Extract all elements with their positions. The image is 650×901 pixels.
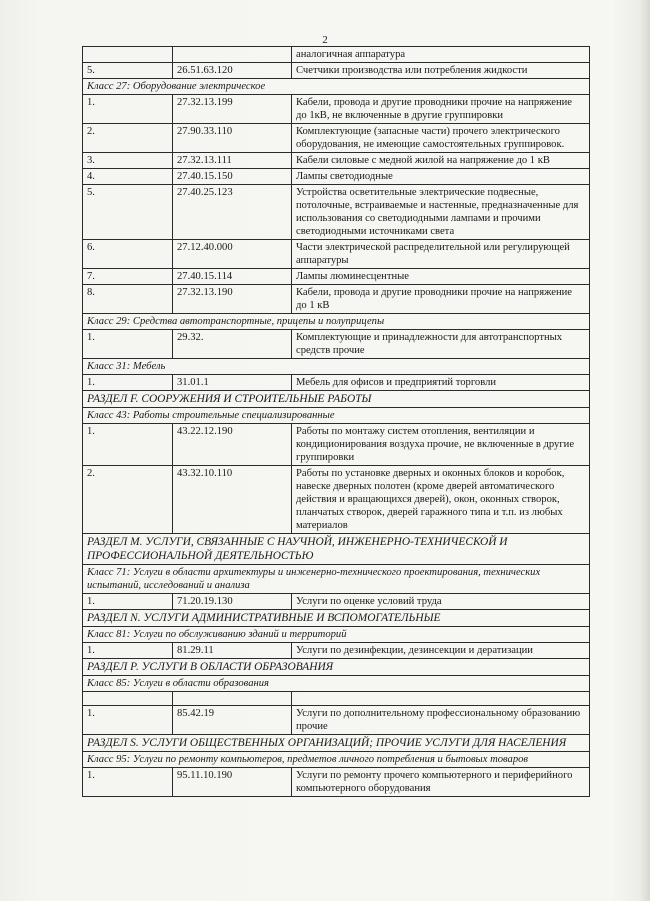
okpd-code: 27.12.40.000 (173, 240, 292, 269)
item-description: Услуги по дополнительному профессиональному образованию прочие (292, 706, 590, 735)
okpd-code: 27.40.25.123 (173, 185, 292, 240)
row-number: 3. (83, 153, 173, 169)
row-number: 1. (83, 330, 173, 359)
okpd-code: 27.40.15.114 (173, 269, 292, 285)
row-number: 1. (83, 643, 173, 659)
item-description: Комплектующие (запасные части) прочего электрического оборудования, не имеющие самостоятельных группировок. (292, 124, 590, 153)
table-row (83, 643, 590, 659)
row-number: 1. (83, 768, 173, 797)
okpd-code: 81.29.11 (173, 643, 292, 659)
class-row (83, 314, 590, 330)
section-row (83, 534, 590, 565)
item-description: Устройства осветительные электрические подвесные, потолочные, встраиваемые и настенные, предназначенные для использования со светодиодными лампами и прочими светодиодными источниками света (292, 185, 590, 240)
row-number: 4. (83, 169, 173, 185)
section-heading: РАЗДЕЛ F. СООРУЖЕНИЯ И СТРОИТЕЛЬНЫЕ РАБОТЫ (83, 391, 590, 408)
section-row (83, 735, 590, 752)
okpd-code: 29.32. (173, 330, 292, 359)
class-heading: Класс 95: Услуги по ремонту компьютеров, предметов личного потребления и бытовых товаров (83, 752, 590, 768)
item-description: Услуги по дезинфекции, дезинсекции и дератизации (292, 643, 590, 659)
row-number: 5. (83, 63, 173, 79)
item-description: Кабели, провода и другие проводники прочие на напряжение до 1 кВ (292, 285, 590, 314)
table-row (83, 95, 590, 124)
okpd-code: 71.20.19.130 (173, 594, 292, 610)
row-number: 1. (83, 424, 173, 466)
section-heading: РАЗДЕЛ Р. УСЛУГИ В ОБЛАСТИ ОБРАЗОВАНИЯ (83, 659, 590, 676)
row-number: 5. (83, 185, 173, 240)
section-row (83, 391, 590, 408)
empty-cell (83, 692, 173, 706)
item-description: Кабели силовые с медной жилой на напряжение до 1 кВ (292, 153, 590, 169)
class-heading: Класс 27: Оборудование электрическое (83, 79, 590, 95)
okpd-code: 27.32.13.190 (173, 285, 292, 314)
item-description: Лампы светодиодные (292, 169, 590, 185)
row-number: 6. (83, 240, 173, 269)
okpd-code: 43.22.12.190 (173, 424, 292, 466)
class-heading: Класс 81: Услуги по обслуживанию зданий и территорий (83, 627, 590, 643)
empty-cell (292, 692, 590, 706)
row-number: 2. (83, 466, 173, 534)
table-row (83, 185, 590, 240)
table-row (83, 466, 590, 534)
section-row (83, 610, 590, 627)
row-number: 2. (83, 124, 173, 153)
table-row (83, 124, 590, 153)
page-edge-shadow (640, 0, 650, 901)
okpd-code: 27.90.33.110 (173, 124, 292, 153)
item-description: Услуги по оценке условий труда (292, 594, 590, 610)
page-number: 2 (322, 34, 328, 46)
table-body (83, 47, 590, 797)
section-heading: РАЗДЕЛ М. УСЛУГИ, СВЯЗАННЫЕ С НАУЧНОЙ, ИНЖЕНЕРНО-ТЕХНИЧЕСКОЙ И ПРОФЕССИОНАЛЬНОЙ ДЕЯТЕЛЬНОСТЬЮ (83, 534, 590, 565)
item-description: Мебель для офисов и предприятий торговли (292, 375, 590, 391)
row-number: 1. (83, 375, 173, 391)
class-heading: Класс 43: Работы строительные специализированные (83, 408, 590, 424)
table-row (83, 285, 590, 314)
classification-table (82, 46, 590, 797)
item-description: Кабели, провода и другие проводники прочие на напряжение до 1кВ, не включенные в другие группировки (292, 95, 590, 124)
section-heading: РАЗДЕЛ N. УСЛУГИ АДМИНИСТРАТИВНЫЕ И ВСПОМОГАТЕЛЬНЫЕ (83, 610, 590, 627)
okpd-code: 26.51.63.120 (173, 63, 292, 79)
class-row (83, 565, 590, 594)
okpd-code: 27.40.15.150 (173, 169, 292, 185)
table-row (83, 375, 590, 391)
row-number: 1. (83, 706, 173, 735)
table-row (83, 424, 590, 466)
okpd-code: 27.32.13.111 (173, 153, 292, 169)
class-heading: Класс 31: Мебель (83, 359, 590, 375)
table-row (83, 768, 590, 797)
class-row (83, 676, 590, 692)
class-heading: Класс 29: Средства автотранспортные, прицепы и полуприцепы (83, 314, 590, 330)
section-row (83, 659, 590, 676)
table-row (83, 240, 590, 269)
okpd-code: 43.32.10.110 (173, 466, 292, 534)
okpd-code: 27.32.13.199 (173, 95, 292, 124)
item-description: Части электрической распределительной или регулирующей аппаратуры (292, 240, 590, 269)
item-description: Комплектующие и принадлежности для автотранспортных средств прочие (292, 330, 590, 359)
row-number: 8. (83, 285, 173, 314)
okpd-code: 85.42.19 (173, 706, 292, 735)
class-row (83, 408, 590, 424)
table-row (83, 330, 590, 359)
table-row (83, 706, 590, 735)
class-heading: Класс 71: Услуги в области архитектуры и инженерно-технического проектирования, технических испытаний, исследований и анализа (83, 565, 590, 594)
row-number: 1. (83, 594, 173, 610)
item-description: Счетчики производства или потребления жидкости (292, 63, 590, 79)
table-row (83, 47, 590, 63)
item-description: аналогичная аппаратура (292, 47, 590, 63)
okpd-code: 95.11.10.190 (173, 768, 292, 797)
item-description: Работы по монтажу систем отопления, вентиляции и кондиционирования воздуха прочие, не включенные в другие группировки (292, 424, 590, 466)
row-number: 1. (83, 95, 173, 124)
item-description: Лампы люминесцентные (292, 269, 590, 285)
okpd-code (173, 47, 292, 63)
table-row (83, 269, 590, 285)
table-row (83, 169, 590, 185)
empty-row (83, 692, 590, 706)
class-row (83, 752, 590, 768)
item-description: Услуги по ремонту прочего компьютерного и периферийного компьютерного оборудования (292, 768, 590, 797)
table-row (83, 594, 590, 610)
class-heading: Класс 85: Услуги в области образования (83, 676, 590, 692)
table-row (83, 153, 590, 169)
item-description: Работы по установке дверных и оконных блоков и коробок, навеске дверных полотен (кроме дверей автоматического действия и вращающихся дверей), окон, оконных створок, планчатых створок, дверей гаражного типа и т.п. из любых материалов (292, 466, 590, 534)
class-row (83, 79, 590, 95)
class-row (83, 359, 590, 375)
class-row (83, 627, 590, 643)
empty-cell (173, 692, 292, 706)
row-number (83, 47, 173, 63)
okpd-code: 31.01.1 (173, 375, 292, 391)
row-number: 7. (83, 269, 173, 285)
section-heading: РАЗДЕЛ S. УСЛУГИ ОБЩЕСТВЕННЫХ ОРГАНИЗАЦИЙ; ПРОЧИЕ УСЛУГИ ДЛЯ НАСЕЛЕНИЯ (83, 735, 590, 752)
table-row (83, 63, 590, 79)
